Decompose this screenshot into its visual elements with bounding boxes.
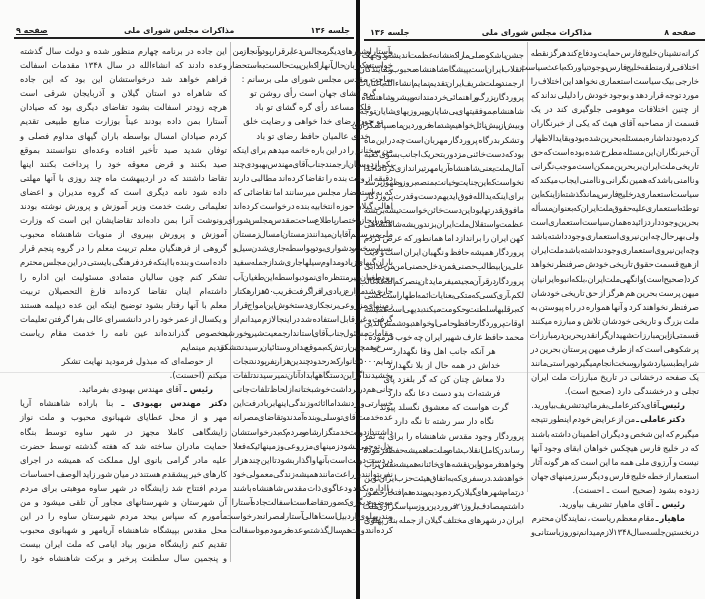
line-text: کهن ایران را براندازد اما همانطور که عرض کردم xyxy=(363,233,524,244)
line-text: تجلی و درخشندگی دارد (صحیح است). xyxy=(564,386,699,397)
line-text: میکنم (احسنت). xyxy=(169,370,227,381)
text-line xyxy=(364,133,524,147)
verse-line xyxy=(364,386,524,400)
text-line xyxy=(20,199,227,213)
line-text: تشکر کنم چون سالیان متمادی مسئولیت این اداره را xyxy=(20,271,227,282)
line-text: صرفنظر نخواهند کرد و آنها همواره در راه پیوستن به xyxy=(530,301,699,312)
right-page-header xyxy=(370,26,696,38)
line-text: نیست و آرزوی ملی همه ما این است که هر گونه آثار xyxy=(531,456,699,467)
text-line xyxy=(20,100,227,114)
line-text: خواهد شد. در سفری که به اتفاق هیئت حزب ایران نوین xyxy=(364,472,524,483)
text-line xyxy=(20,354,227,368)
verse-line xyxy=(364,344,524,358)
line-text: باران گیهای زیاد و مداوم سیلها جاری شد از جمله سفید xyxy=(233,257,393,268)
text-line xyxy=(20,86,227,100)
text-line xyxy=(531,328,699,342)
line-text: آقای مهندس بهبودی بفرمائید. xyxy=(78,384,184,395)
line-text: خدای عالمیان حافظ رضای تو باد xyxy=(256,130,370,141)
text-line xyxy=(20,509,227,523)
text-line xyxy=(531,159,699,173)
text-line xyxy=(531,427,699,441)
text-line xyxy=(531,131,699,145)
line-text: داده شود نامه دیگری است که گروه مدیران و اعضای xyxy=(20,186,227,197)
line-text: کرده بودند اشاره بمسئله بحرین شده بود و بقاید الاظهار xyxy=(531,132,699,143)
text-line xyxy=(531,243,699,257)
text-line xyxy=(20,270,227,284)
text-line xyxy=(364,259,524,273)
text-line xyxy=(20,298,227,312)
left-page-session: جلسه ۱۳۶ xyxy=(310,25,350,35)
line-text: قسمتی از این مبارزات شهیدان گرانقدر بحرین در مبارزات xyxy=(529,329,699,340)
verse-line xyxy=(364,358,524,372)
text-line xyxy=(364,316,524,330)
speaker-line xyxy=(20,396,227,410)
text-line xyxy=(364,288,524,302)
line-text: وبیش از پیش نائل خواهیم شد ماه فروردین ماه سپاسگزاری xyxy=(351,120,524,131)
line-text: مافوق قدرتها بود این دست خائن خواست تیشه بریشه xyxy=(363,205,524,216)
line-text: صید بکنند و قرض معوقه خود را پرداخت بکنند اینها xyxy=(20,158,227,169)
text-line xyxy=(531,173,699,187)
line-text: شرایط بسیار دشوار و سخت انجام میگیرد و براستی مانند xyxy=(530,358,699,369)
line-text: تقدیم کنم زایشگاه مزبور بیاد ایامی که ملت ایران بیست xyxy=(20,539,227,550)
line-text: بخشیدند اگر این دستگاهها بداد آنان نمیرسیدند تلفات xyxy=(233,370,393,381)
text-line xyxy=(20,453,227,467)
text-line xyxy=(531,483,699,497)
text-line xyxy=(519,60,699,74)
text-line xyxy=(531,300,699,314)
text-line xyxy=(531,356,699,370)
text-line xyxy=(531,441,699,455)
line-text: آستارا بمن داده بودند عیناً بوزارت منابع طبیعی تقدیم xyxy=(20,116,227,127)
line-text: نخواست که این جنایت و خیانت بمنصه بروز و ظهور برسد xyxy=(364,176,524,187)
text-line xyxy=(531,102,699,116)
right-page-title: مذاکرات مجلس شورای ملی xyxy=(481,27,592,37)
line-text: گروهی از فرهنگیان معلم تربیت معلم را در گروه پنجم قرار xyxy=(20,243,227,254)
line-text: داشتم مصادف با روز ۲۱ فروردین روز سپاسگزاری ملت xyxy=(362,501,524,511)
line-text: و پنجمین سال سلطنت پرخیر و برکت شاهنشاه خود را xyxy=(20,553,227,564)
line-text: تعلیماتی رشت خدمت وزیر آموزش و پرورش نوشته بودند xyxy=(20,201,227,212)
line-text: سیاست استعماری در خلیج فارس بماند گذشته از اینکه این xyxy=(531,188,699,199)
text-line xyxy=(358,274,524,288)
line-text: و آستارا و شهرهای دیگر مجالس دعا برقرار بود و آنجا از من xyxy=(232,46,393,56)
line-text: پروردگار در قرآن مجید میفرماید: ان ینصرکم الله فلا غالب xyxy=(358,275,524,286)
line-text: زایشگاهی کاملا مجهز در شهر ساوه توسط بنگاه xyxy=(20,426,227,437)
speaker-name: ماهیار ـ xyxy=(655,513,685,524)
line-text: خواستند که زبان حال آنها را که این بیت حالست به استحضار xyxy=(228,60,393,71)
line-text: مقامات مسئول جناب آقای استاندار جمعیت شیر و خورشید xyxy=(221,327,393,338)
line-text: از هیچ قسمت حقوق تاریخی خودش صرفنظر نخواهد xyxy=(530,259,699,270)
text-line xyxy=(20,481,227,495)
speaker-name: دکتر مهندس بهبودی ـ xyxy=(121,398,227,409)
line-text: و بندر پهلوی و اردبیل است اهالی آستارا مصرانه درخواست xyxy=(224,511,393,522)
text-line xyxy=(364,231,524,245)
text-line xyxy=(20,157,227,171)
text-line xyxy=(364,457,524,471)
text-line xyxy=(531,229,699,243)
speaker-name: رئیس ـ xyxy=(658,400,685,411)
line-text: بحرین وجود دارد زائیده همان سیاست استعماری است xyxy=(530,217,699,228)
line-text: عده خدمت آقای توسلی و بنده آمدند و تقاضای مصرانه xyxy=(232,412,393,423)
right-page-number: صفحه ۸ xyxy=(664,27,696,37)
text-line xyxy=(364,245,524,259)
text-line xyxy=(364,513,524,527)
line-text: دقیقه از وقت بنده را تقاضا کرده‌اند مطالبی دارند xyxy=(232,172,393,183)
line-text: گرفت و غیر قابل استفاده شد در اینجا لازم میدانم از xyxy=(233,313,393,324)
text-line xyxy=(358,62,524,76)
text-line xyxy=(20,241,227,255)
line-text: خارجی بیک سیاست استعماری نخواهد این اختلاف را xyxy=(530,76,699,87)
line-text: رونوشت آنرا بمن داده‌اند تقاضایشان این است که وزارت xyxy=(20,215,227,226)
line-text: بذل توجهی بشود زمینهای مزروعی و زمینهائیکه فعلا xyxy=(233,440,393,451)
line-text: مهر و از محل عطایای شهبانوی محبوب و ملت نواز xyxy=(20,412,227,423)
line-text: من از عرایض خودم اینطور نتیجه xyxy=(530,414,637,425)
line-text: مأمورم که سپاس بیحد مردم شهرستان ساوه را در این xyxy=(20,511,227,522)
text-line xyxy=(20,523,227,537)
line-text: خداش در همه حال از بلا نگهدارد xyxy=(387,360,501,371)
line-text: تو چون رضای خدا خواهی و رضایت خلق xyxy=(243,116,383,127)
text-line xyxy=(361,48,524,62)
text-line xyxy=(20,185,227,199)
line-text: ساحت مقدس مجلس شورای ملی برسانم : xyxy=(241,74,393,85)
line-text: که بر قلبها سلطنت و حکومت میکند بدیهی است همیشه xyxy=(364,303,524,314)
left-column-divider xyxy=(230,42,231,562)
line-text: این جاده در برنامه چهارم منظور شده و دولت سال گذشته xyxy=(20,46,227,56)
text-line xyxy=(364,443,524,457)
line-text: فرشته‌ات بدو دست دعا نگه دارد xyxy=(387,388,501,399)
line-text: دلا معاش چنان کن که گر بلغزد پای xyxy=(383,374,505,385)
line-text: ملت بزرگ و تاریخی خودشان تلاش و مبارزه میکنند xyxy=(531,315,699,326)
line-text: آقای دکتر عاملی بفرمائید تشریف بیاورید. xyxy=(531,400,659,411)
line-text: پروردگار بزرگ و راهنمائی خردمندانه و پیشرو شاهنشاه xyxy=(361,92,524,103)
speaker-line xyxy=(531,511,699,525)
verse-line xyxy=(364,400,524,414)
line-text: توفان شدید صید تأخیر افتاده وعده‌ای نتوانستند بموقع xyxy=(20,144,227,155)
text-line xyxy=(531,46,699,60)
line-text: شاهنشاه بموفقیتهای بی‌شایان و پیروزیهای شایان توجه xyxy=(359,106,524,117)
line-text: اوقات پروردگار حافظ و حامی او خواهد بود شمس الدین xyxy=(364,317,524,328)
text-line xyxy=(531,257,699,271)
line-text: هرچه زودتر اسفالت بشود تقاضای دیگری بود که صیادان xyxy=(20,102,227,113)
line-text: بنا باراده شاهنشاه آریا xyxy=(20,398,122,409)
line-text: مورد توجه قرار دهد و بوجود خودش را دلیلی نداند که xyxy=(531,90,699,101)
line-text: که شاهراه دو استان گیلان و آذربایجان شرقی است xyxy=(20,88,227,99)
text-line xyxy=(531,215,699,229)
line-text: انقلاب ایران است بپیشگاه شاهنشاه محبوب و نمایندگان xyxy=(358,64,524,75)
line-text: برای اینکه یدالله فوق ایدیهم دست و قدرت پروردگار xyxy=(364,190,524,201)
line-text: جشن باشکوه ملی ما را که نشانه عظمت اندیشه و دو جهت xyxy=(361,50,524,60)
speaker-line xyxy=(20,382,227,396)
text-line xyxy=(531,342,699,356)
line-text: که در خلیج فارس هیچکس خواهان ابقای وجود آنها xyxy=(531,442,699,453)
text-line xyxy=(531,116,699,130)
speaker-line xyxy=(531,497,699,511)
line-text: که به استحضار مجلس میرسانند اما تقاضائی که xyxy=(233,186,393,197)
right-page-column-2 xyxy=(519,46,699,539)
verse-line xyxy=(364,414,524,428)
text-line xyxy=(20,284,227,298)
line-text: و چه این نیروی استعماری وجود نداشته باشد ملت ایران xyxy=(531,245,699,256)
line-text: عظمت و استقلال ملت ایران بزند و ریشه شاهنشاهی xyxy=(364,219,524,230)
line-text: محمد حافظ عارف شهیر ایران چه خوب فرموده : xyxy=(364,331,524,342)
line-text: استعمار از خطه خلیج فارس و دیگر سرزمینهای جهان xyxy=(531,470,699,481)
text-line xyxy=(531,469,699,483)
line-text: آقای ماهیار تشریف بیاورید. xyxy=(559,499,656,509)
text-line xyxy=(20,58,227,72)
text-line xyxy=(531,201,699,215)
text-line xyxy=(364,429,524,443)
line-text: کرده‌اند دولت هم سال گذشته وعده فرموده بود اسفالت xyxy=(230,525,393,536)
line-text: و ناامنی باشد که همین نگرانی و ناامنی ایجاب میکند که xyxy=(530,174,699,185)
line-text: فراهم خواهد شد درخواستشان این بود که این جاده xyxy=(20,74,227,85)
line-text: نگاه دار سر رشته تا نگه دارد xyxy=(394,416,494,427)
line-text: توطئه استعماری علیه حقوق ملت ایران که بعنوان مسأله xyxy=(531,203,699,214)
right-column-divider xyxy=(527,42,528,492)
text-line xyxy=(20,495,227,509)
line-text: آمال ملت یعنی شاهنشاه آریامهر تیراندازی کرد اما خدا xyxy=(363,162,524,173)
line-text: تقدیم مینمایم xyxy=(180,341,227,352)
line-text: جاری شد مزارع زیادی را فرا گرفت قریب ۵۰ هزار هکتار xyxy=(233,285,393,296)
text-line xyxy=(20,410,227,424)
text-line xyxy=(531,455,699,469)
line-text: نفر بتوانند بزراعت مانند همیشه زندگی معمولی خود xyxy=(232,468,393,479)
line-text: ایران در شهرهای مختلف گیلان از جمله بندر پهلوی xyxy=(363,515,524,526)
line-text: سرخ و همچنین ارتش که بموقع بداد روستائیان رسیدند تشکر xyxy=(219,341,393,352)
text-line xyxy=(20,227,227,241)
text-line xyxy=(531,145,699,159)
line-text: قسمت از مصاحبه آقای هیث که یکی از خبرنگاران xyxy=(530,118,699,129)
speaker-line xyxy=(531,412,699,426)
text-line xyxy=(20,467,227,481)
right-page-session: جلسه ۱۳۶ xyxy=(370,27,410,37)
text-line xyxy=(531,384,699,398)
line-text: میهن پرست بحرین هم هرگز از حق تاریخی خودشان xyxy=(531,287,699,298)
left-header-rule xyxy=(14,37,354,39)
line-text: پروردگار همیشه حافظ و نگهبان ایران است و لایت xyxy=(364,247,524,258)
speaker-name: رئیس ـ xyxy=(183,384,213,395)
speaker-name: رئیس ـ xyxy=(655,499,685,509)
line-text: و خواهد فرمود و این نقشه‌های خائنانه همیشه نقش بر آب xyxy=(364,458,524,469)
line-text: و یکسال از عمر خود را در دانشسرای عالی بفرا گرفتن تعلیمات xyxy=(20,313,227,324)
text-line xyxy=(20,312,227,326)
text-line xyxy=(20,537,227,551)
line-text: خسارتی وارد نشد اما اثاثه و زندگی اینها بر باد رفت این xyxy=(233,398,393,409)
line-text: وعده دادند که انشاءالله در سال ۱۳۴۸ مقدمات اسفالت xyxy=(20,60,227,71)
text-line xyxy=(20,171,227,185)
text-line xyxy=(364,189,524,203)
line-text: داده است و بنده با اینکه فرد فرهنگی بایستی در این مجلس محترم xyxy=(20,257,227,268)
line-text: گرت هواست که معشوق نگسلد پیوند xyxy=(379,402,509,413)
left-page-number: صفحه ۹ xyxy=(16,25,48,35)
text-line xyxy=(20,439,227,453)
text-line xyxy=(364,203,524,217)
line-text: محل مقدس بپیشگاه شاهنشاه آریامهر و شهبانوی محبوب xyxy=(20,525,227,536)
text-line xyxy=(531,314,699,328)
line-text: مردم افتتاح شد زایشگاه در شهر ساوه موهبتی برای مردم xyxy=(20,482,227,493)
line-text: نمایم ۵۰۰۰ خانوار که در حدود چندین هزار نفر بودند نجات xyxy=(233,356,393,367)
line-text: تقاضا داشتند که در اردیبهشت ماه چند روزی با آنها مهلتی xyxy=(20,172,227,183)
line-text: زدوده بشود (صحیح است ـ احسنت). xyxy=(572,484,699,495)
line-text: پروردگار وجود مقدس شاهنشاه را برای به ثمر xyxy=(363,430,524,441)
line-text: اختلافی را در منطقه خلیج فارس بوجود نیاورد که باعث سیاست xyxy=(519,62,699,73)
right-page-column-1 xyxy=(351,48,524,527)
line-text: یکی از دوستان ارجمند جناب آقای مهندس بهبودی چند xyxy=(233,158,393,169)
text-line xyxy=(20,114,227,128)
line-text: آن خبرنگاران این مسئله مطرح شده بوده است که حق xyxy=(531,146,699,157)
line-text: رساندن کامل انقلاب شاه و ملت ما همیشه حفظ فرموده xyxy=(363,444,524,455)
text-line xyxy=(359,104,524,118)
left-page-column-2-clip xyxy=(219,44,393,584)
text-line xyxy=(531,286,699,300)
text-line xyxy=(364,471,524,485)
text-line xyxy=(20,326,227,340)
line-text: ملی میرسانم آقایان میدانند زمستان امسال زمستان xyxy=(232,229,393,240)
text-line xyxy=(20,368,227,382)
text-line xyxy=(531,74,699,88)
line-text: لکم، آری کسی که متکی بعنایات ائمه اطهار است کسی xyxy=(363,289,524,300)
text-line xyxy=(364,147,524,161)
line-text: کردم صیادان امسال بواسطه باران گیهای مداوم فصلی و xyxy=(20,130,227,141)
line-text: من سخنانم را در این باره خاتمه میدهم برای اینکه xyxy=(232,144,393,155)
text-line xyxy=(20,143,227,157)
line-text: تاریخی ملت ایران بر بحرین ممکن است موجب نگرانی xyxy=(531,160,699,171)
left-page-header xyxy=(16,24,350,36)
text-line xyxy=(364,161,524,175)
line-text: و تشکر بدرگاه پروردگار مهربان است چه در این ماه xyxy=(364,134,524,145)
line-text: بطور ایجاز و اختصار باطلاع ساحت مقدس مجلس شورای xyxy=(226,215,393,226)
line-text: داشتند از دولت خدمتگزار شاه و مردم که بدرخواستشان xyxy=(231,426,393,437)
text-line xyxy=(531,187,699,201)
line-text: از حوصله‌ای که مبذول فرمودید نهایت تشکر xyxy=(61,356,213,367)
text-line xyxy=(20,340,227,354)
text-line xyxy=(364,302,524,316)
text-line xyxy=(20,129,227,143)
text-line xyxy=(364,499,524,513)
line-text: کرانه‌نشینان خلیج فارس حمایت و دفاع کند هرگز نقطه xyxy=(530,48,699,58)
line-text: فلک مساعد رأی گره گشای تو باد xyxy=(255,102,371,113)
text-line xyxy=(20,213,227,227)
left-page-title: مذاکرات مجلس شورای ملی xyxy=(124,25,235,35)
line-text: آموزش و پرورش بپیروی از منویات شاهنشاه محبوب xyxy=(20,229,227,240)
text-line xyxy=(20,425,227,439)
line-text: مقام معظم ریاست ، نمایندگان محترم xyxy=(531,513,656,524)
speaker-name: دکتر عاملی ـ xyxy=(636,414,685,425)
text-line xyxy=(20,44,227,58)
line-text: حمایت مادران ساخته شد که هفته گذشته توسط حضرت xyxy=(20,440,227,451)
line-text: آن شهرستان و شهرستانهای مجاور آن تلقی میشود و من xyxy=(20,497,227,507)
line-text: از چنین اختلافات موهومی جلوگیری کند در یک xyxy=(531,104,699,115)
line-text: علی بن ابیطالب حصنی فمن دخل حصنی امن من عذابی xyxy=(364,261,524,272)
right-header-rule xyxy=(364,39,705,41)
line-text: ولی بهرحال چه این نیروی استعماری وجود داشته باشد xyxy=(531,231,699,242)
text-line xyxy=(531,370,699,384)
text-line xyxy=(364,217,524,231)
line-text: رود طغیان غیر منتظره‌ای نمود بواسطه این طغیان آب xyxy=(233,271,393,282)
text-line xyxy=(364,330,524,344)
text-line xyxy=(364,175,524,189)
text-line xyxy=(20,255,227,269)
verse-line xyxy=(364,372,524,386)
text-line xyxy=(361,90,524,104)
text-line xyxy=(364,485,524,499)
line-text: زمینهای مزروعی برنجکاری دستخوش این امواج قرار xyxy=(233,299,393,310)
line-text: جانی هم در بر داشت خوشبختانه از لحاظ تلفات جانی xyxy=(232,384,393,395)
text-line xyxy=(20,551,227,565)
text-line xyxy=(20,72,227,86)
text-line xyxy=(357,76,524,90)
line-text: موضوع دیگری که مورد تقاضا است اسفالت جاده آستارا xyxy=(231,497,393,507)
line-text: کرد (صحیح است) وانگهی ملت ایران، بلکه انبوه ایرانیان xyxy=(531,273,699,284)
line-text: علیه مادر گرامی بانوی اول مملکت که همیشه در اجرای xyxy=(20,454,227,465)
line-text: مخصوص گذرانده‌اند عین نامه را خدمت مقام ریاست xyxy=(20,327,227,338)
line-text: داشته‌ام اینان تقاضا کرده‌اند فارغ التحصیلان تربیت xyxy=(20,285,227,296)
line-text: در تمام شهرهای گیلان کرده بودیم و بنده هم افتخار حضور xyxy=(363,486,524,497)
line-text: معلم با آنها رفتار بشود توضیح اینکه این عده دیپلمه هستند xyxy=(20,299,227,310)
line-text: یک صفحه درخشانی در تاریخ مبارزات ملت ایران xyxy=(531,372,699,383)
text-line xyxy=(531,88,699,102)
line-text: بسیار سخت و دشواری بود و بواسطه جاری شدن سیل و xyxy=(233,243,393,254)
line-text: هر آنکه جانب اهل وفا نگهدارد xyxy=(392,345,496,356)
line-text: در نخستین جلسه سال ۱۳۴۸ لازم میدانم نوروز باستانی و xyxy=(531,527,699,538)
line-text: گره گشای جهان است رأی روشن تو xyxy=(250,88,376,99)
line-text: پر شکوهی است که از طرف میهن پرستان بحرین در xyxy=(530,343,699,354)
line-text: در دست دولت است بآنها واگذار بشود تا این چند هزار xyxy=(233,454,393,465)
text-line xyxy=(351,118,524,132)
line-text: میگیرم که این شخص و دیگران اطمینان داشته باشند xyxy=(531,428,699,439)
line-text: را اداره بکنند و دعاگوی ذات مقدس شاهنشاه باشند xyxy=(232,482,393,493)
line-text: کارهای خیر پیشقدم هستند در میان شور زاید الوصف احساسات xyxy=(20,468,227,479)
line-text: ارجمند و ملت شریف ایران تقدیم نمایم انشاءالله با عنایات xyxy=(357,78,524,89)
left-page-column-1 xyxy=(20,44,227,565)
text-line xyxy=(531,272,699,286)
line-text: اهالی گیلان حوزه انتخابیه بنده درخواست کرده‌اند xyxy=(232,201,393,212)
line-text: بود که دست خائنی مزدور بتحریک اجانب بسوی کعبه xyxy=(364,148,524,159)
speaker-line xyxy=(531,398,699,412)
text-line xyxy=(531,525,699,539)
